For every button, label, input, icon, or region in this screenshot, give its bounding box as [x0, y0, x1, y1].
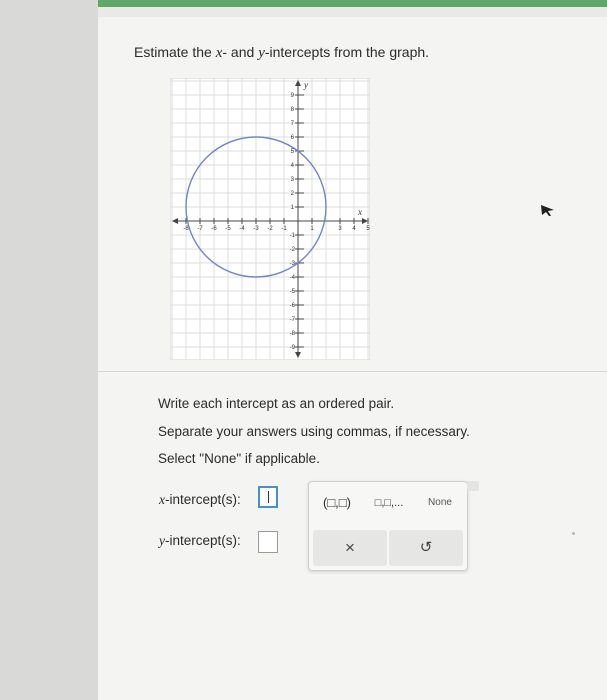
x-tick-label: 4 [352, 226, 356, 232]
answer-palette [308, 481, 468, 571]
instruction-line-2: Separate your answers using commas, if necessary. [158, 424, 470, 439]
none-button[interactable]: None [428, 497, 452, 508]
y-intercept-input[interactable] [258, 531, 278, 553]
x-tick-label: -3 [253, 226, 259, 232]
y-tick-label: -3 [289, 261, 295, 267]
y-tick-label: -2 [289, 247, 295, 253]
mouse-pointer-icon [540, 203, 556, 217]
y-tick-label: 8 [290, 107, 294, 113]
y-tick-label: -8 [289, 331, 295, 337]
y-tick-label: -9 [289, 345, 295, 351]
y-tick-label: 3 [290, 177, 294, 183]
x-tick-label: -1 [281, 226, 287, 232]
x-tick-label: -5 [225, 226, 231, 232]
y-tick-label: 9 [290, 93, 294, 99]
x-tick-label: 3 [338, 226, 342, 232]
question-page [98, 0, 607, 700]
instruction-line-3: Select "None" if applicable. [158, 451, 320, 466]
top-accent-bar [98, 0, 607, 7]
y-tick-label: -7 [289, 317, 295, 323]
y-tick-label: -6 [289, 303, 295, 309]
x-tick-label: -2 [267, 226, 273, 232]
y-axis-label: y [304, 80, 308, 90]
y-tick-label: 2 [290, 191, 294, 197]
y-tick-label: -1 [289, 233, 295, 239]
clear-button[interactable]: × [313, 530, 387, 566]
x-axis-label: x [358, 207, 362, 217]
x-tick-label: -6 [211, 226, 217, 232]
x-tick-label: 5 [366, 226, 370, 232]
y-tick-label: 4 [290, 163, 294, 169]
instruction-line-1: Write each intercept as an ordered pair. [158, 396, 395, 411]
y-intercept-label: y-intercept(s): [159, 533, 241, 548]
palette-handle [467, 481, 479, 491]
y-tick-label: 5 [290, 149, 294, 155]
x-tick-label: -7 [197, 226, 203, 232]
y-tick-label: -4 [289, 275, 295, 281]
x-intercept-label: x-intercept(s): [159, 492, 241, 507]
y-tick-label: 6 [290, 135, 294, 141]
x-tick-label: -4 [239, 226, 245, 232]
x-tick-label: -8 [183, 226, 189, 232]
question-prompt: Estimate the x- and y-intercepts from the graph. [134, 44, 430, 61]
ordered-pair-button[interactable]: (□,□) [323, 495, 351, 510]
y-tick-label: -5 [289, 289, 295, 295]
header-strip [98, 7, 607, 17]
section-divider [98, 371, 607, 372]
y-tick-label: 7 [290, 121, 294, 127]
undo-button[interactable]: ↺ [389, 530, 463, 566]
x-tick-label: 1 [310, 226, 314, 232]
y-tick-label: 1 [290, 205, 294, 211]
list-button[interactable]: □,□,... [374, 497, 404, 509]
x-intercept-input[interactable] [258, 486, 278, 508]
stray-dot [572, 532, 575, 535]
coordinate-graph [170, 78, 370, 360]
